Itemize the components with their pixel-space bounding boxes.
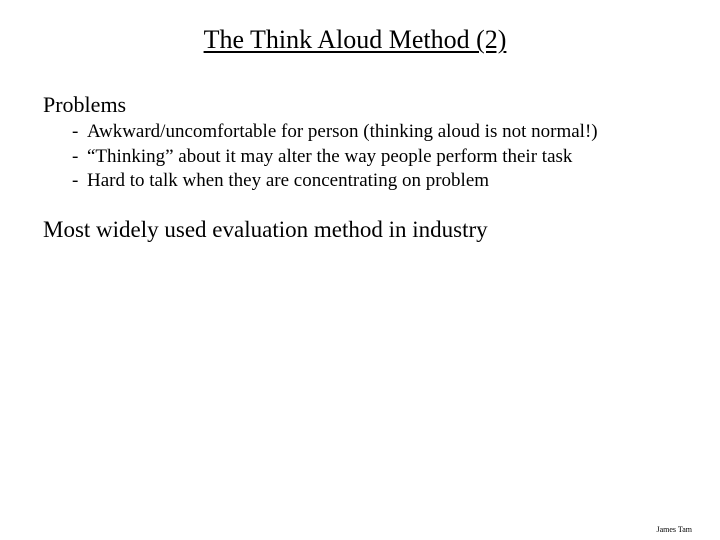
list-item [72, 120, 598, 145]
bullet-marker: - [72, 170, 79, 191]
list-item [72, 145, 598, 170]
list-item [72, 169, 598, 194]
list-item-text: Awkward/uncomfortable for person (thinking aloud is not normal!) [87, 121, 598, 142]
bullet-marker: - [72, 145, 79, 167]
list-item-text: Hard to talk when they are concentrating on problem [87, 170, 490, 191]
bullet-marker: - [72, 121, 79, 142]
summary-statement: Most widely used evaluation method in industry [43, 217, 488, 242]
author-credit: James Tam [656, 525, 692, 534]
slide-title: The Think Aloud Method (2) [203, 25, 507, 54]
list-item-text: “Thinking” about it may alter the way people perform their task [87, 145, 573, 167]
section-heading-problems: Problems [43, 92, 127, 117]
problems-list [72, 120, 598, 194]
